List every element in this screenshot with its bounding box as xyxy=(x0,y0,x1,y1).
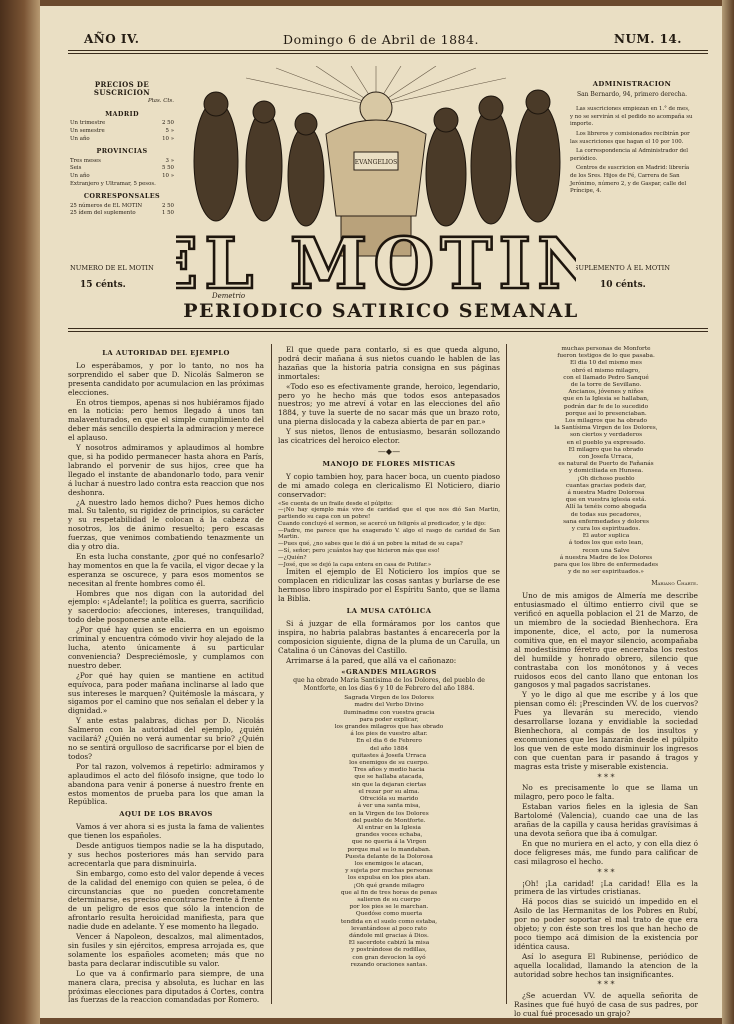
poem-subtitle: que ha obrado María Santísima de los Dolores, del pueblo de Montforte, en los dias 6 y 10 de Febrero del año 1884. xyxy=(293,677,485,692)
paragraph: Vencer á Napoleon, descalzos, mal alimentados, sin fusiles y sin ejércitos, empresa arrojada es, que solamente los españoles acometen; más que no basta para declarar indiscutible su valor. xyxy=(68,932,264,968)
admin-note: La correspondencia al Administrador del periódico. xyxy=(570,148,688,162)
paragraph: Sin embargo, como esto del valor depende á veces de la calidad del enemigo con quien se pelea, ó de circunstancias que no pueden concretamente determinarse, es preciso encontrarse frente á frente de un peligro de esos que sólo la intencion de afrontarlo resulta heroicidad manifiesta, para que nadie dude en adelante. Y ese momento ha llegado. xyxy=(68,868,264,932)
header-rule xyxy=(68,50,708,51)
paragraph: Si á juzgar de ella formáramos por los cantos que inspira, no habria palabras bastantes á encarecerla por la composicion siguiente, digna de la pluma de un Carulla, un Catalina ó un Cánovas del Castillo. xyxy=(278,619,500,655)
admin-note: Las suscriciones empiezan en 1.° de mes, y no se servirán si el pedido no acompaña su importe. xyxy=(570,106,693,128)
ornament: —◆— xyxy=(377,446,401,456)
paragraph: Vamos á ver ahora si es justa la fama de valientes que tienen los españoles. xyxy=(68,822,264,841)
paragraph: Y yo le digo al que me escribe y á los que piensan como él: ¡Prescinden VV. de los cuervos? Pues ya llevarán su merecido, viendo desarrollarse lozana y envidiable la sociedad Bienhechora, al compás de los insultos y excomuniones que les lanzarán desde el púlpito los que ven de este modo disminuir los ingresos con que cuentan para ir pasando á tragos y magras esta triste y miserable existencia. xyxy=(514,690,698,771)
provincias-title: PROVINCIAS xyxy=(96,147,148,156)
subtitle-rule-2 xyxy=(68,331,708,332)
newspaper-page xyxy=(40,6,722,1018)
quote-line: —José, que se dejó la capa entera en casa de Putifar.» xyxy=(278,561,432,568)
price-row: Un semestre 5 » xyxy=(70,127,174,134)
paragraph: Y nosotros admiramos y aplaudimos al hombre que, si ha podido permanecer hasta ahora en París, labrando el porvenir de sus hijos, cree que ha llegado el instante de abandonarlo todo, para venir á luchar á nuestro lado contra esta reaccion que nos deshonra. xyxy=(68,443,264,497)
column-3 xyxy=(514,346,698,1018)
column-divider xyxy=(506,344,507,1004)
paragraph: ¿Por qué hay quien se mantiene en actitud equívoca, para poder mañana inclinarse al lado que sus intereses le marquen? Quitémosle la máscara, y sigamos por el camino que nos señalan el deber y la dignidad.» xyxy=(68,670,264,716)
article-heading: LA AUTORIDAD DEL EJEMPLO xyxy=(102,349,230,357)
article-heading: AQUI DE LOS BRAVOS xyxy=(119,810,213,819)
currency-header: Ptas. Cts. xyxy=(148,98,174,105)
paragraph: Há pocos dias se suicidó un impedido en el Asilo de las Hermanitas de los Pobres en Rubí, por no poder soportar el mal trato de que era objeto; y con éste son tres los que han hecho de poco tiempo acá dimision de la existencia por idéntica causa. xyxy=(514,897,698,951)
year-label: AÑO IV. xyxy=(84,32,140,46)
paragraph: Por tal razon, volvemos á repetirlo: admiramos y aplaudimos el acto del filósofo insigne, que todo lo abandona para venir á ponerse á nuestro frente en estos momentos de prueba para los que aman la República. xyxy=(68,761,264,807)
quote-line: —Pues qué, ¿no sabes que le dió á un pobre la mitad de su capa? xyxy=(278,541,463,548)
paragraph: Desde antiguos tiempos nadie se la ha disputado, y sus hechos posteriores más han servido para acrecentarla que para disminuirla. xyxy=(68,841,264,868)
admin-note: Centros de suscricion en Madrid: librería de los Sres. Hijos de Fé, Carrera de San Jerónimo, número 2, y de Gaspar, calle del Príncipe, 4. xyxy=(570,165,690,195)
quote-line: —Padre, me parece que ha exagerado V. algo el rasgo de caridad de San Martin. xyxy=(278,527,500,541)
paragraph: En otros tiempos, apenas si nos hubiéramos fijado en la noticia: pero hemos llegado á unos tan malaventurados, en que el simple cumplimiento del deber más sencillo despierta la admiracion y merece el aplauso. xyxy=(68,397,264,443)
book-title: EVANGELIOS xyxy=(354,159,398,166)
poem: Sagrada Virgen de los Dolores madre del Verbo Divino iluminadme con vuestra gracia para poder explicar, los grandes milagros que has obrado á los pies de vuestro altar. En el dia 6 de Febrero del año 1884 quitastes á Josefa Urraca los enemigos de su cuerpo. Tres años y medio hacia que se hallaba atacada, sin que la dejaran ciertas el rezar por su alma. Ofrecióla su marido á ver una santa misa, en la Virgen de los Dolores del pueblo de Montforte. Al entrar en la Iglesia grandes voces echaba, que no queria á la Virgen porque mal se lo mandaban. Puesta delante de la Dolorosa los enemigos le atacan, y sujeta por muchas personas los expulsa en los pies atan. ¡Oh qué grande milagro que al fin de tres horas de penas salieron de su cuerpo por los pies se le marchan. Quedóse como muerta tendida en el suelo como estaba, levantándose al poco rato dándole mil gracias á Dios. El sacerdote cabizú la misa y postrándose de rodillas, con gran devocion la oyó rezando oraciones santas. xyxy=(334,695,444,968)
issue-date: Domingo 6 de Abril de 1884. xyxy=(283,32,479,47)
masthead-illustration xyxy=(176,66,576,302)
column-2 xyxy=(278,346,500,972)
price-row: Un año 10 » xyxy=(70,172,174,179)
poem-continued: muchas personas de Monforte fueron testigos de lo que pasaba. El dia 10 del mismo mes obró el mismo milagro, con el llamado Pedro Sanqué de la torre de Sevillano. Ancianos, jóvenes y niños que en la Iglesia se hallaban, podrán dar fe de lo sucedido porque así lo presenciaban. Los milagros que ha obrado la Santísima Virgen de los Dolores, son ciertos y verdaderos en el pueblo ya expresado. El milagro que ha obrado con Josefa Urraca, es natural de Puerto de Fañanás y domiciliada en Hunsea. ¡Oh dichoso pueblo cuantas gracias podeis dar, á nuestra Madre Dolorosa que en vuestra iglesia está. Allí la tenéis como abogada de todas sus pecadores, sana enfermedades y dolores y cura los espirituados. El autor suplica á todos los que esto lean, recen una Salve á nuestra Madre de los Dolores para que los libre de enfermedades y de no ser espirituados.» xyxy=(553,346,659,576)
paragraph: Uno de mis amigos de Almería me describe entusiasmado el último entierro civil que se verificó en aquella poblacion el 21 de Marzo, de un miembro de la sociedad Bienhechora. Era imponente, dice, el acto, por la numerosa comitiva que, en el mayor silencio, acompañaba al modestísimo féretro que encerraba los restos del humilde y honrado obrero, silencio que contrastaba con los monótonos y á veces ruidosos ecos del canto llano que entonan los gangosos y mal pagados sacristanes. xyxy=(514,591,698,690)
admin-note: Los libreros y comisionados recibirán por las suscriciones que hagan el 10 por 100. xyxy=(570,130,690,145)
paragraph: ¿Se acuerdan VV. de aquella señorita de Rasines que fué huyó de casa de sus padres, por lo cual fué procesado un grajo? xyxy=(514,991,698,1018)
quoted-story xyxy=(278,501,500,569)
price-row: 25 ídem del suplemento 1 50 xyxy=(70,210,174,217)
book-binding xyxy=(0,0,40,1024)
issue-price-label: NUMERO DE EL MOTIN xyxy=(70,264,154,272)
corresponsales-title: CORRESPONSALES xyxy=(83,192,161,201)
quote-line: —¿Quién? xyxy=(278,554,307,561)
article-heading: LA MUSA CATÓLICA xyxy=(346,607,432,616)
poem-author: Mariano Charte. xyxy=(651,579,698,587)
paragraph: Y copio tambien hoy, para hacer boca, un cuento piadoso de mi amado colega en clericalismo El Noticiero, diario conservador: xyxy=(278,471,500,499)
article-heading: MANOJO DE FLORES MÍSTICAS xyxy=(322,459,456,468)
admin-title: ADMINISTRACION xyxy=(592,80,672,88)
subtitle-rule xyxy=(68,328,708,329)
paragraph: Así lo asegura El Rubinense, periódico de aquella localidad, llamando la atencion de la autoridad sobre hechos tan insignificantes. xyxy=(514,951,698,979)
issue-price: 15 cénts. xyxy=(80,280,126,290)
price-row: Tres meses 3 » xyxy=(70,157,174,164)
paragraph: ¿A nuestro lado hemos dicho? Pues hemos dicho mal. Su talento, su rigidez de principios, su carácter y su respetabilidad le colocan á la cabeza de nosotros, los de ánimo resuelto; pero escasas fuerzas, que venimos combatiendo tenazmente un dia y otro dia. xyxy=(68,497,264,552)
column-1 xyxy=(68,346,264,1006)
masthead-drawing xyxy=(176,66,576,302)
page-edge xyxy=(722,0,734,1024)
ornament: * * * xyxy=(597,980,615,990)
poem-title: «GRANDES MILAGROS xyxy=(341,667,437,676)
paragraph: En que no muriera en el acto, y con ella diez ó doce feligreses más, me fundo para calificar de casi milagroso el hecho. xyxy=(514,838,698,866)
supplement-price-label: SUPLEMENTO Á EL MOTIN xyxy=(574,264,671,272)
paragraph: ¡Oh! ¡La caridad! ¡La caridad! Ella es la primera de las virtudes cristianas. xyxy=(514,878,698,897)
paragraph: Hombres que nos digan con la autoridad del ejemplo: «¡Adelante!; la política es guerra, sacrificio y sacerdocio: afecciones, intereses, tranquilidad, todo debe posponerse ante ella. xyxy=(68,588,264,625)
paragraph: No es precisamente lo que se llama un milagro, pero poco le falta. xyxy=(514,783,698,802)
subscription-title: PRECIOS DE SUSCRICION xyxy=(93,80,151,97)
ornament: * * * xyxy=(597,867,615,877)
paragraph: Y ante estas palabras, dichas por D. Nicolás Salmeron con la autoridad del ejemplo, ¿quién vacilará? ¿Quién no verá aumentar su brio? ¿Quién no se sentirá orgulloso de sacrificarse por el bien de todos? xyxy=(68,716,264,761)
quote-line: —¡No hay ejemplo más vivo de caridad que el que nos dió San Martin, partiendo su capa con un pobre! xyxy=(278,507,500,521)
paragraph: «Todo eso es efectivamente grande, heroico, legendario, pero yo he hecho más que todos esos antepasados nuestros; yo me atreví á votar en las elecciones del año 1884, y tuve la suerte de no sacar más que un brazo roto, una pierna dislocada y la cabeza abierta de par en par.» xyxy=(278,381,500,427)
price-row: Un trimestre 2 50 xyxy=(70,120,174,127)
paragraph: Arrimarse á la pared, que allá va el cañonazo: xyxy=(286,655,457,665)
price-row: Un año 10 » xyxy=(70,135,174,142)
subscription-box xyxy=(70,76,174,218)
paragraph: Y sus nietos, llenos de entusiasmo, besarán sollozando las cicatrices del heroico elector. xyxy=(278,427,500,446)
paragraph: Lo que va á confirmarlo para siempre, de una manera clara, precisa y absoluta, es luchar en las próximas elecciones para diputados á Cortes, contra las fuerzas de la reaccion comandadas por Romero. xyxy=(68,968,264,1005)
newspaper-subtitle: PERIODICO SATIRICO SEMANAL xyxy=(183,300,579,322)
price-row: Extranjero y Ultramar, 5 pesos. xyxy=(70,180,156,187)
header-rule-2 xyxy=(68,53,708,54)
paragraph: ¿Por qué hay quien se encierra en un egoismo criminal y encuentra cómodo vivir hoy alejado de la lucha, atento únicamente á su particular conveniencia? Despreciémosle, y cumplamos con nuestro deber. xyxy=(68,625,264,670)
quote-line: Cuando concluyó el sermon, se acercó un feligrés al predicador, y le dijo: xyxy=(278,520,486,527)
paragraph: Imiten el ejemplo de El Noticiero los impíos que se complacen en ridiculizar las cosas santas y burlarse de ese hermoso libro inspirado por el Espíritu Santo, que se llama la Biblia. xyxy=(278,567,500,604)
paragraph: El que quede para contarlo, si es que queda alguno, podrá decir mañana á sus nietos cuando le hablen de las hazañas que la historia patria consigna en sus páginas inmortales: xyxy=(278,345,500,381)
issue-number: NUM. 14. xyxy=(614,32,682,46)
price-row: Seis 5 50 xyxy=(70,165,174,172)
madrid-title: MADRID xyxy=(105,109,139,118)
masthead-logo: L MOTIN xyxy=(204,222,576,302)
column-divider xyxy=(271,344,272,1004)
supplement-price: 10 cénts. xyxy=(600,280,646,290)
paragraph: En esta lucha constante, ¿por qué no confesarlo? hay momentos en que la fe vacila, el vigor decae y la esperanza se oscurece, y para esos momentos se necesitan al frente hombres como él. xyxy=(68,551,264,588)
ornament: * * * xyxy=(597,772,615,782)
paragraph: Lo esperábamos, y por lo tanto, no nos ha sorprendido el saber que D. Nicolás Salmeron se presenta candidato por acumulacion en las próximas elecciones. xyxy=(68,360,264,397)
artist-signature: Demetrio xyxy=(212,292,246,300)
quote-line: —Sí, señor; pero ¡cuántos hay que hicieron más que eso! xyxy=(278,548,440,555)
administration-box xyxy=(570,76,694,196)
price-row: 25 números de EL MOTIN 2 50 xyxy=(70,202,174,209)
quote-line: «Se cuenta de un fraile desde el púlpito: xyxy=(278,500,393,507)
paragraph: Estaban varios fieles en la iglesia de San Bartolomé (Valencia), cuando cae una de las arañas de la capilla y causa heridas gravísimas á una devota señora que iba á comulgar. xyxy=(514,802,698,838)
admin-address: San Bernardo, 94, primero derecha. xyxy=(576,90,688,98)
